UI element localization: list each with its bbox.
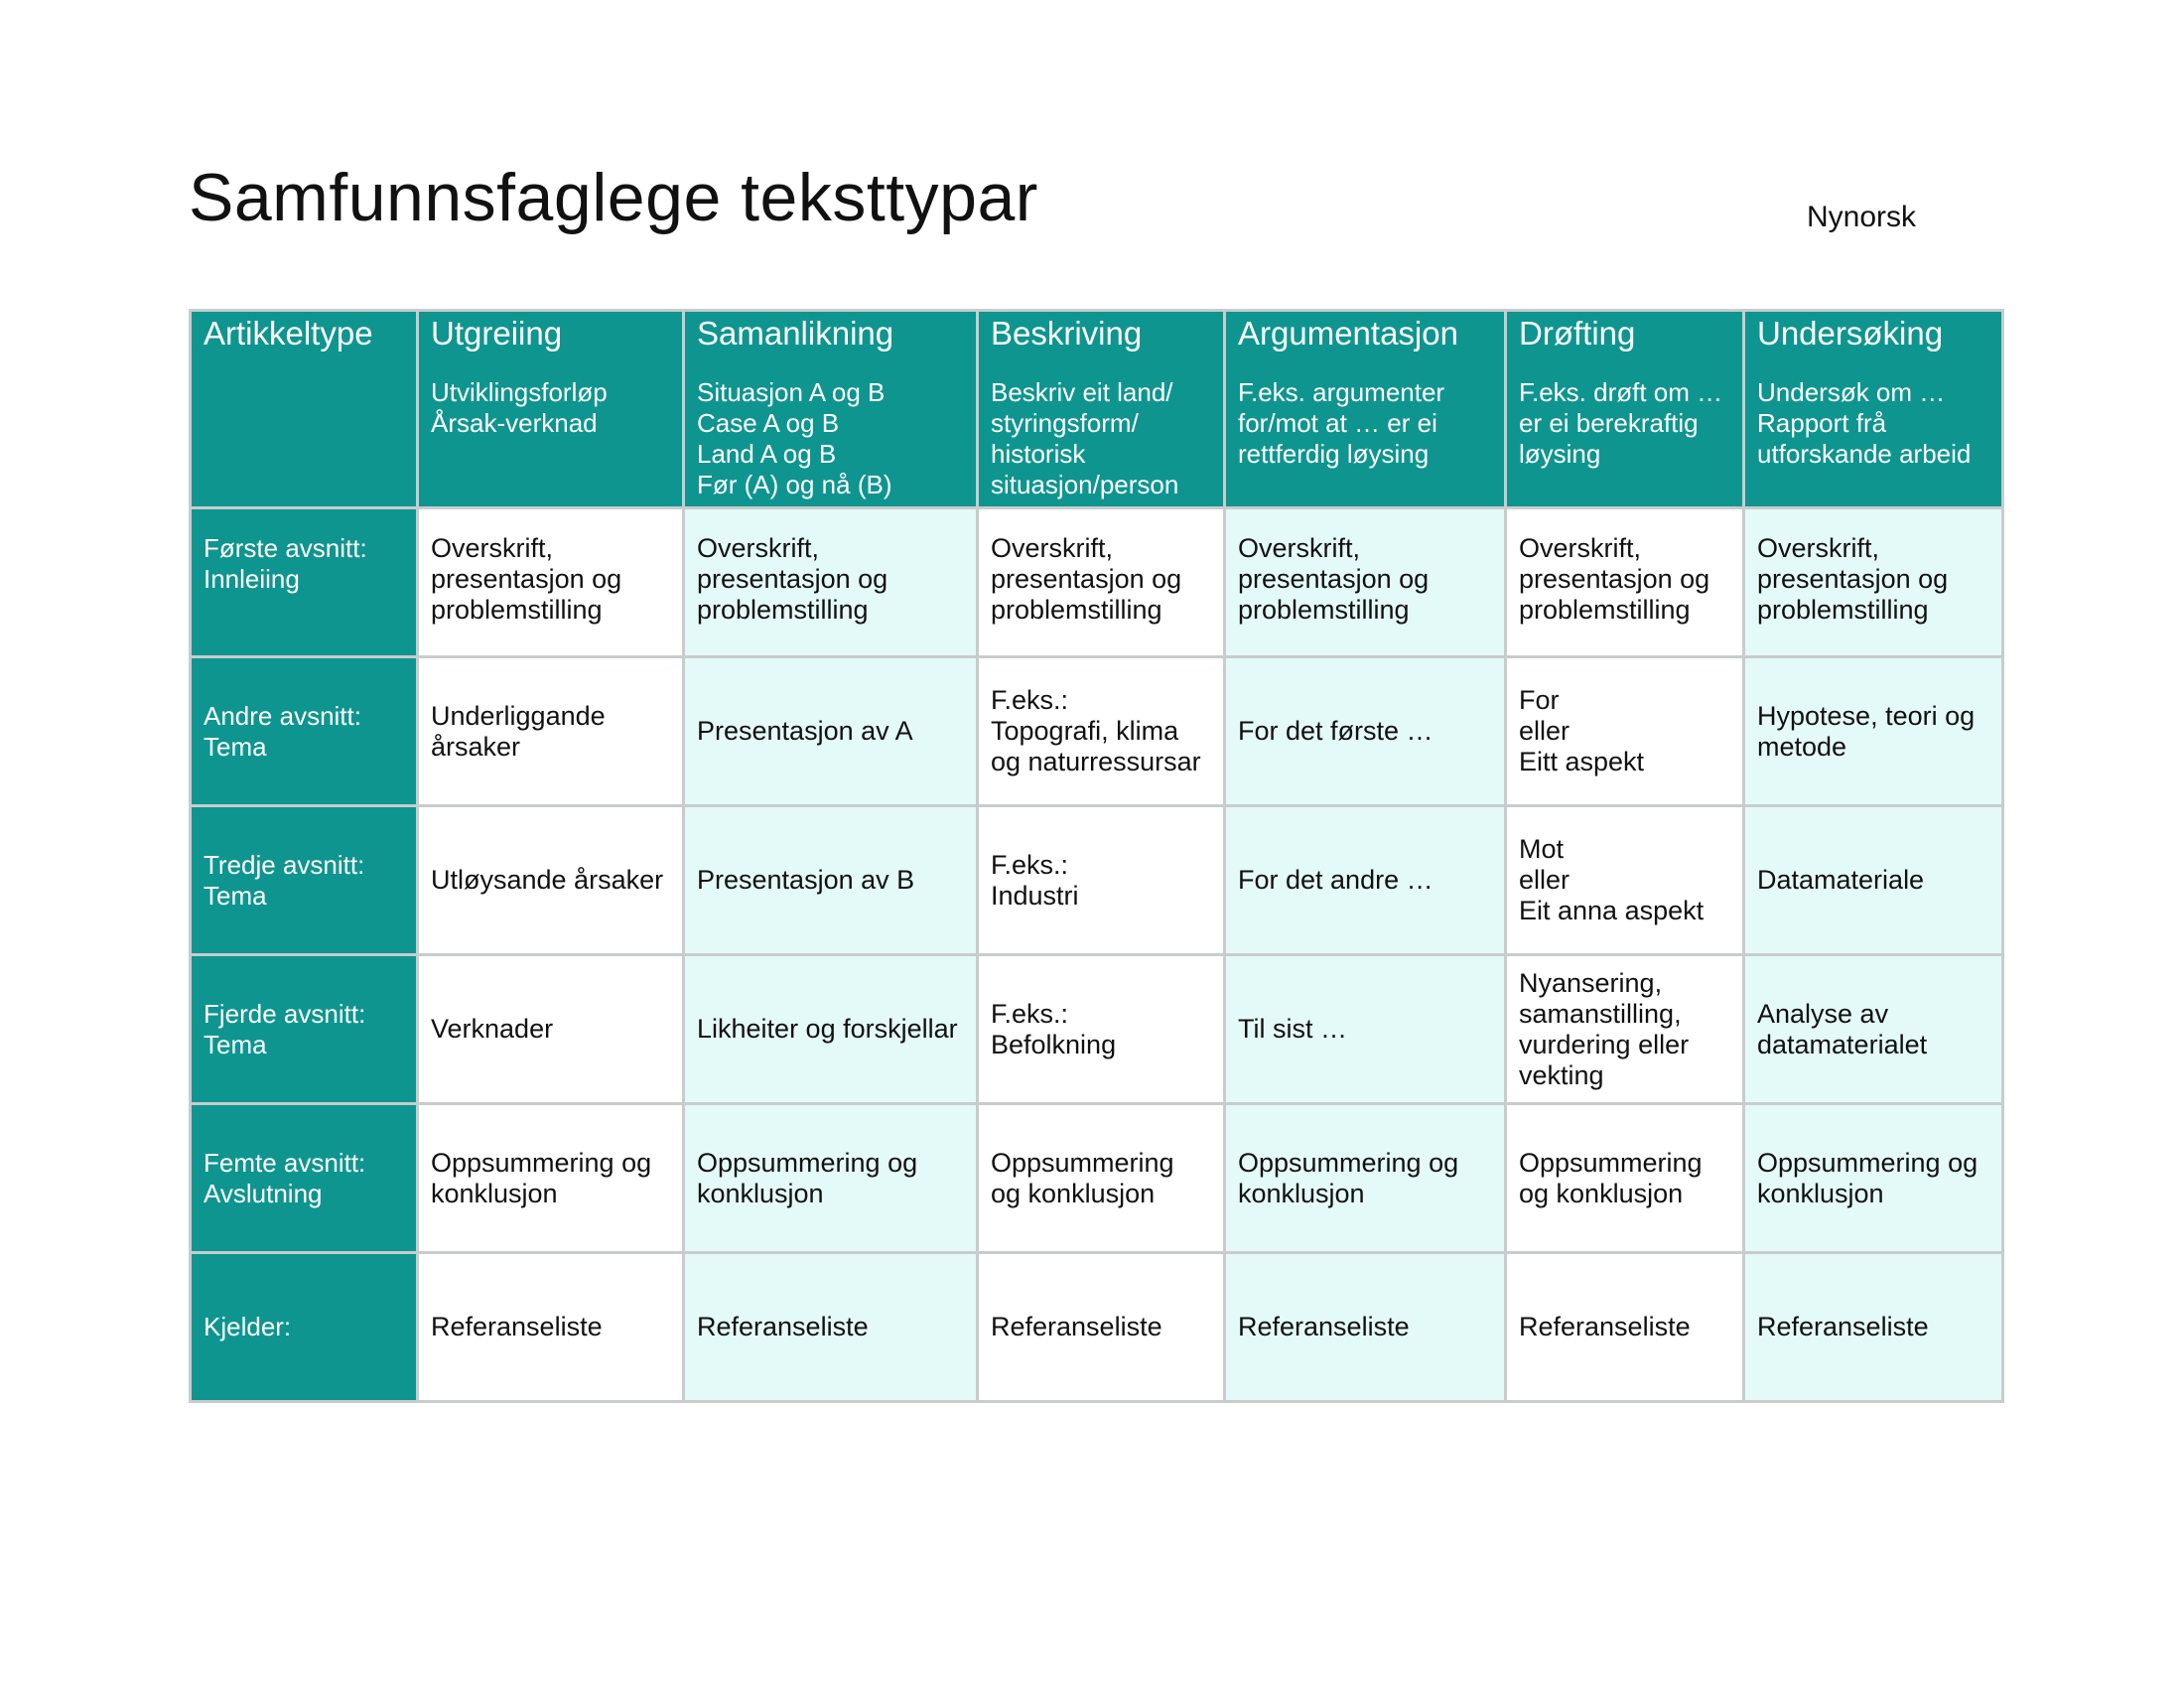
table-cell — [684, 955, 978, 1104]
header-cell-drofting — [1506, 311, 1744, 508]
cell-line: F.eks.: — [991, 849, 1069, 880]
cell-line: årsaker — [431, 731, 521, 762]
cell-line: Analyse av — [1757, 998, 1889, 1029]
cell-line: Industri — [991, 880, 1079, 911]
header-subtitle-line: for/mot at … er ei — [1238, 408, 1437, 438]
header-subtitle-line: situasjon/person — [991, 470, 1179, 499]
table-cell — [418, 1253, 684, 1402]
header-subtitle-line: historisk — [991, 439, 1086, 469]
cell-line: og konklusjon — [1519, 1178, 1684, 1208]
table-cell — [418, 508, 684, 657]
cell-line: problemstilling — [1238, 595, 1410, 625]
cell-line: presentasjon og — [1519, 564, 1710, 594]
header-title: Argumentasjon — [1238, 315, 1458, 352]
row-label-line: Tema — [204, 1029, 267, 1059]
table-cell — [1744, 806, 2003, 955]
table-cell — [684, 1253, 978, 1402]
cell-line: Nyansering, — [1519, 967, 1663, 998]
table-cell — [1506, 1104, 1744, 1253]
cell-line: problemstilling — [431, 595, 603, 625]
table-cell — [1225, 1253, 1506, 1402]
table-row — [191, 806, 2003, 955]
table-row — [191, 1253, 2003, 1402]
cell-line: Eitt aspekt — [1519, 747, 1645, 776]
cell-line: Referanseliste — [1519, 1312, 1691, 1341]
table-cell — [684, 1104, 978, 1253]
table-cell — [418, 1104, 684, 1253]
header-cell-utgreiing — [418, 311, 684, 508]
row-label-line: Innleiing — [204, 564, 300, 594]
cell-line: presentasjon og — [431, 564, 622, 594]
row-label-line: Kjelder: — [204, 1312, 292, 1341]
header-subtitle-line: Årsak-verknad — [431, 408, 598, 438]
header-title: Artikkeltype — [204, 315, 373, 352]
table-cell — [684, 508, 978, 657]
cell-line: eller — [1519, 865, 1570, 895]
table-cell — [1744, 1253, 2003, 1402]
header-cell-undersoking — [1744, 311, 2003, 508]
header-subtitle-line: utforskande arbeid — [1757, 439, 1972, 469]
header-subtitle-line: Land A og B — [697, 439, 837, 469]
cell-line: Referanseliste — [697, 1312, 869, 1341]
table-cell — [978, 508, 1225, 657]
header-cell-beskriving — [978, 311, 1225, 508]
cell-line: presentasjon og — [1757, 564, 1949, 594]
header-subtitle-line: Case A og B — [697, 408, 840, 438]
header-row — [191, 311, 2003, 508]
header-title: Undersøking — [1757, 315, 1944, 352]
header-cell-samanlikning — [684, 311, 978, 508]
header-title: Samanlikning — [697, 315, 894, 352]
header-subtitle-line: styringsform/ — [991, 408, 1139, 438]
cell-line: For det første … — [1238, 716, 1433, 746]
table-cell — [1225, 657, 1506, 806]
header-subtitle — [1238, 377, 1492, 470]
table-cell — [418, 955, 684, 1104]
row-label — [191, 1104, 418, 1253]
cell-line: samanstilling, — [1519, 998, 1682, 1029]
table-cell — [1506, 806, 1744, 955]
row-label-line: Tema — [204, 880, 267, 911]
page-title: Samfunnsfaglege teksttypar — [189, 160, 1038, 235]
cell-line: problemstilling — [697, 595, 869, 625]
row-label-line: Avslutning — [204, 1178, 323, 1208]
text-type-table — [189, 309, 2004, 1403]
row-label-line: Tredje avsnitt: — [204, 849, 365, 880]
table-cell — [978, 806, 1225, 955]
header-cell-argumentasjon — [1225, 311, 1506, 508]
cell-line: Topografi, klima — [991, 716, 1179, 746]
cell-line: konklusjon — [697, 1178, 824, 1208]
cell-line: eller — [1519, 716, 1570, 746]
table-cell — [978, 1253, 1225, 1402]
row-label-line: Tema — [204, 731, 267, 762]
cell-line: problemstilling — [1519, 595, 1691, 625]
table-cell — [1225, 1104, 1506, 1253]
cell-line: Presentasjon av A — [697, 716, 913, 746]
cell-line: Hypotese, teori og — [1757, 700, 1976, 731]
cell-line: For det andre … — [1238, 865, 1433, 895]
table-row — [191, 657, 2003, 806]
cell-line: Likheiter og forskjellar — [697, 1014, 958, 1044]
row-label — [191, 955, 418, 1104]
row-label-line: Fjerde avsnitt: — [204, 998, 366, 1029]
cell-line: Referanseliste — [991, 1312, 1162, 1341]
cell-line: Oppsummering — [991, 1147, 1174, 1178]
header-subtitle — [697, 377, 964, 500]
cell-line: Oppsummering — [1519, 1147, 1703, 1178]
header-subtitle-line: F.eks. argumenter — [1238, 377, 1445, 407]
table-cell — [1506, 508, 1744, 657]
cell-line: og konklusjon — [991, 1178, 1156, 1208]
table-cell — [1744, 1104, 2003, 1253]
header-subtitle — [431, 377, 670, 439]
cell-line: presentasjon og — [697, 564, 888, 594]
language-label: Nynorsk — [1807, 201, 1917, 233]
table-cell — [978, 1104, 1225, 1253]
row-label — [191, 508, 418, 657]
cell-line: problemstilling — [991, 595, 1162, 625]
cell-line: Verknader — [431, 1014, 554, 1044]
table-cell — [1506, 657, 1744, 806]
row-label — [191, 1253, 418, 1402]
header-subtitle-line: Utviklingsforløp — [431, 377, 608, 407]
table-cell — [1225, 806, 1506, 955]
cell-line: Underliggande — [431, 700, 606, 731]
table-cell — [1744, 657, 2003, 806]
table-cell — [418, 806, 684, 955]
cell-line: Oppsummering og — [431, 1147, 652, 1178]
cell-line: vurdering eller — [1519, 1029, 1690, 1059]
cell-line: Overskrift, — [1519, 533, 1642, 563]
row-label-line: Andre avsnitt: — [204, 700, 361, 731]
cell-line: problemstilling — [1757, 595, 1929, 625]
header-subtitle-line: Situasjon A og B — [697, 377, 886, 407]
cell-line: Overskrift, — [697, 533, 820, 563]
cell-line: Overskrift, — [1757, 533, 1880, 563]
header-subtitle-line: Rapport frå — [1757, 408, 1887, 438]
cell-line: Utløysande årsaker — [431, 865, 664, 895]
cell-line: Overskrift, — [1238, 533, 1361, 563]
cell-line: konklusjon — [1238, 1178, 1365, 1208]
cell-line: Til sist … — [1238, 1014, 1347, 1044]
row-label-line: Første avsnitt: — [204, 533, 367, 563]
header-subtitle — [1757, 377, 1989, 470]
cell-line: Overskrift, — [431, 533, 554, 563]
table-cell — [978, 955, 1225, 1104]
header-subtitle-line: F.eks. drøft om … — [1519, 377, 1723, 407]
header-subtitle-line: Beskriv eit land/ — [991, 377, 1173, 407]
cell-line: datamaterialet — [1757, 1029, 1928, 1059]
cell-line: Referanseliste — [1757, 1312, 1929, 1341]
header-subtitle — [1519, 377, 1730, 470]
table-cell — [684, 657, 978, 806]
cell-line: F.eks.: — [991, 685, 1069, 715]
header-subtitle-line: Undersøk om … — [1757, 377, 1946, 407]
cell-line: metode — [1757, 731, 1847, 762]
table-cell — [1506, 1253, 1744, 1402]
cell-line: Referanseliste — [1238, 1312, 1410, 1341]
table-body — [191, 311, 2003, 1402]
table-row — [191, 1104, 2003, 1253]
cell-line: Datamateriale — [1757, 865, 1925, 895]
cell-line: Oppsummering og — [1757, 1147, 1979, 1178]
cell-line: vekting — [1519, 1059, 1604, 1090]
header-subtitle-line: løysing — [1519, 439, 1601, 469]
cell-line: Eit anna aspekt — [1519, 896, 1705, 925]
table-cell — [1744, 955, 2003, 1104]
table-cell — [418, 657, 684, 806]
header-subtitle-line: rettferdig løysing — [1238, 439, 1430, 469]
cell-line: Overskrift, — [991, 533, 1114, 563]
header-subtitle-line: Før (A) og nå (B) — [697, 470, 892, 499]
row-label — [191, 806, 418, 955]
cell-line: presentasjon og — [991, 564, 1182, 594]
header-cell-artikkeltype — [191, 311, 418, 508]
cell-line: Referanseliste — [431, 1312, 603, 1341]
cell-line: Presentasjon av B — [697, 865, 915, 895]
table-row — [191, 955, 2003, 1104]
cell-line: presentasjon og — [1238, 564, 1430, 594]
header-title: Beskriving — [991, 315, 1143, 352]
table-cell — [684, 806, 978, 955]
table-cell — [1225, 955, 1506, 1104]
table-cell — [1744, 508, 2003, 657]
cell-line: Mot — [1519, 834, 1565, 864]
row-label-line: Femte avsnitt: — [204, 1147, 366, 1178]
header-title: Drøfting — [1519, 315, 1636, 352]
row-label — [191, 657, 418, 806]
table-row — [191, 508, 2003, 657]
table-cell — [1506, 955, 1744, 1104]
cell-line: Befolkning — [991, 1029, 1117, 1059]
cell-line: Oppsummering og — [1238, 1147, 1459, 1178]
table-cell — [978, 657, 1225, 806]
table-cell — [1225, 508, 1506, 657]
header-title: Utgreiing — [431, 315, 563, 352]
cell-line: konklusjon — [1757, 1178, 1884, 1208]
header-subtitle — [991, 377, 1211, 500]
cell-line: For — [1519, 685, 1560, 715]
cell-line: konklusjon — [431, 1178, 558, 1208]
header-subtitle-line: er ei berekraftig — [1519, 408, 1699, 438]
cell-line: Oppsummering og — [697, 1147, 918, 1178]
cell-line: F.eks.: — [991, 998, 1069, 1029]
cell-line: og naturressursar — [991, 747, 1201, 776]
